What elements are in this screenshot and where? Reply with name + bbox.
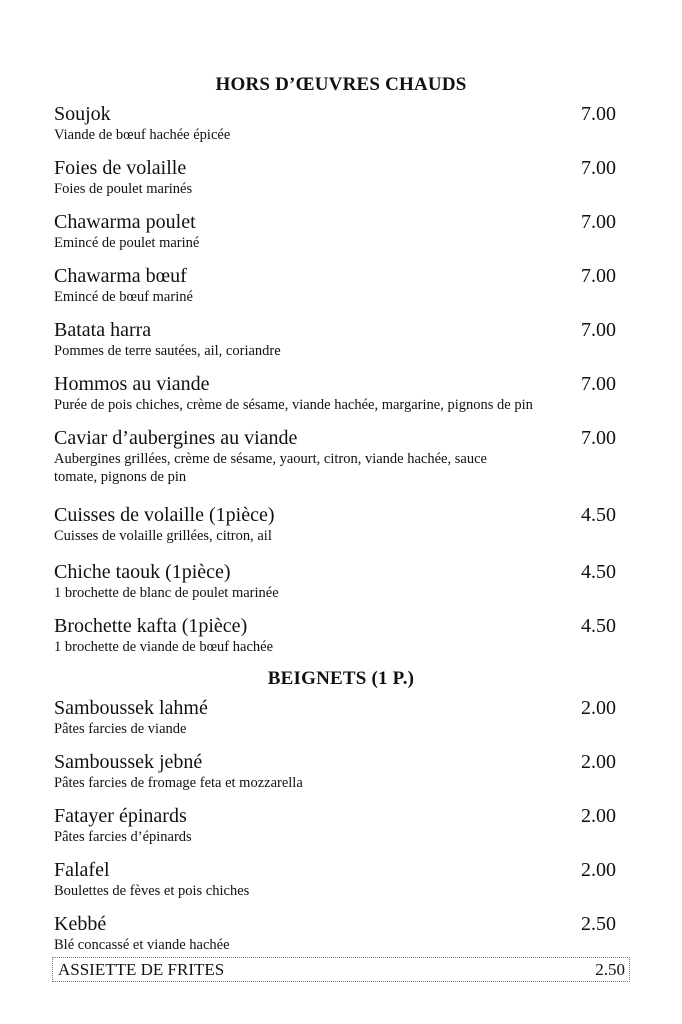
item-name: Kebbé: [54, 913, 107, 935]
item-name: Chawarma bœuf: [54, 265, 187, 287]
item-name: Chiche taouk (1pièce): [54, 561, 231, 583]
menu-item: [54, 805, 616, 846]
item-price: 7.00: [581, 211, 616, 233]
menu-item: [54, 103, 616, 144]
item-name: Brochette kafta (1pièce): [54, 615, 248, 637]
menu-item: [54, 697, 616, 738]
item-description: Foies de poulet marinés: [54, 181, 193, 197]
item-description: Pâtes farcies d’épinards: [54, 829, 192, 845]
item-description: 1 brochette de blanc de poulet marinée: [54, 585, 279, 601]
extra-item-box: [52, 957, 630, 982]
menu-item: [54, 561, 616, 602]
item-price: 7.00: [581, 427, 616, 449]
item-name: Foies de volaille: [54, 157, 187, 179]
item-name: Samboussek lahmé: [54, 697, 208, 719]
item-name: Fatayer épinards: [54, 805, 187, 827]
item-price: 7.00: [581, 319, 616, 341]
item-price: 7.00: [581, 103, 616, 125]
item-description: Pâtes farcies de viande: [54, 721, 187, 737]
item-description: Emincé de bœuf mariné: [54, 289, 193, 305]
item-name: Samboussek jebné: [54, 751, 203, 773]
menu-item: [54, 319, 616, 360]
menu-item: [54, 265, 616, 306]
extra-item-name: ASSIETTE DE FRITES: [58, 959, 225, 979]
item-name: Soujok: [54, 103, 111, 125]
menu-item: [54, 751, 616, 792]
item-description: Boulettes de fèves et pois chiches: [54, 883, 250, 899]
menu-item: [54, 615, 616, 656]
item-description: Blé concassé et viande hachée: [54, 937, 230, 953]
menu-item: [54, 504, 616, 545]
item-name: Hommos au viande: [54, 373, 210, 395]
item-description: Pâtes farcies de fromage feta et mozzarella: [54, 775, 303, 791]
item-description: 1 brochette de viande de bœuf hachée: [54, 639, 274, 655]
item-price: 2.00: [581, 805, 616, 827]
item-name: Cuisses de volaille (1pièce): [54, 504, 275, 526]
item-description: Cuisses de volaille grillées, citron, ail: [54, 528, 272, 544]
menu-item: [54, 427, 616, 486]
item-price: 7.00: [581, 373, 616, 395]
menu-item: [54, 211, 616, 252]
item-name: Falafel: [54, 859, 110, 881]
item-price: 7.00: [581, 265, 616, 287]
item-price: 4.50: [581, 561, 616, 583]
item-price: 4.50: [581, 615, 616, 637]
menu-item: [54, 859, 616, 900]
item-description: Emincé de poulet mariné: [54, 235, 200, 251]
menu-item: [54, 913, 616, 954]
item-price: 7.00: [581, 157, 616, 179]
item-price: 4.50: [581, 504, 616, 526]
item-price: 2.00: [581, 751, 616, 773]
menu-item: [54, 157, 616, 198]
section-title-hors-doeuvres-chauds: HORS D’ŒUVRES CHAUDS: [215, 74, 467, 95]
menu-item: [54, 373, 616, 414]
item-name: Batata harra: [54, 319, 152, 341]
item-price: 2.50: [581, 913, 616, 935]
item-description: Aubergines grillées, crème de sésame, yaourt, citron, viande hachée, sauce tomate, pignons de pin: [54, 451, 487, 485]
item-description: Viande de bœuf hachée épicée: [54, 127, 231, 143]
item-name: Caviar d’aubergines au viande: [54, 427, 298, 449]
item-description: Pommes de terre sautées, ail, coriandre: [54, 343, 281, 359]
section-title-beignets: BEIGNETS (1 P.): [267, 668, 415, 689]
extra-item-price: 2.50: [595, 959, 625, 979]
item-name: Chawarma poulet: [54, 211, 196, 233]
item-price: 2.00: [581, 859, 616, 881]
item-price: 2.00: [581, 697, 616, 719]
item-description: Purée de pois chiches, crème de sésame, viande hachée, margarine, pignons de pin: [54, 397, 533, 413]
